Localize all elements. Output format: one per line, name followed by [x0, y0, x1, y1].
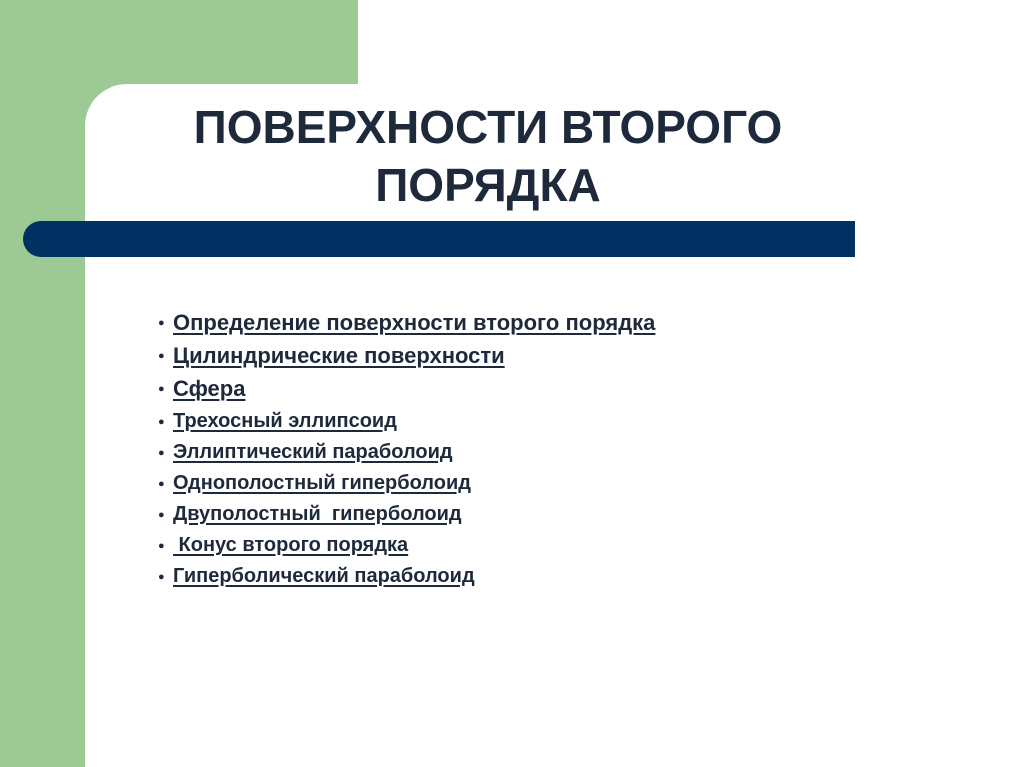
topic-link-elliptic-paraboloid[interactable]: Эллиптический параболоид — [173, 441, 453, 463]
topic-link-triaxial-ellipsoid[interactable]: Трехосный эллипсоид — [173, 410, 397, 432]
topic-link-cylindrical[interactable]: Цилиндрические поверхности — [173, 342, 505, 368]
bullet-icon: ● — [158, 508, 165, 521]
slide-title-line-1: ПОВЕРХНОСТИ ВТОРОГО — [193, 101, 783, 153]
list-item — [158, 306, 655, 339]
topic-list-continued — [158, 406, 475, 592]
bullet-icon: ● — [158, 316, 165, 329]
bullet-icon: ● — [158, 415, 165, 428]
list-item — [158, 561, 475, 592]
list-item — [158, 437, 475, 468]
list-item — [158, 339, 655, 372]
slide-title-line-2: ПОРЯДКА — [375, 159, 601, 211]
topic-list — [158, 306, 655, 405]
topic-link-one-sheet-hyperboloid[interactable]: Однополостный гиперболоид — [173, 472, 471, 494]
topic-link-definition[interactable]: Определение поверхности второго порядка — [173, 309, 656, 335]
bullet-icon: ● — [158, 539, 165, 552]
bullet-icon: ● — [158, 349, 165, 362]
bullet-icon: ● — [158, 446, 165, 459]
bullet-icon: ● — [158, 382, 165, 395]
title-divider-bar — [23, 221, 855, 257]
list-item — [158, 372, 655, 405]
bullet-icon: ● — [158, 477, 165, 490]
list-item — [158, 406, 475, 437]
topic-link-quadric-cone[interactable]: Конус второго порядка — [173, 534, 409, 556]
list-item — [158, 468, 475, 499]
slide-title — [88, 98, 888, 214]
list-item — [158, 530, 475, 561]
topic-link-hyperbolic-paraboloid[interactable]: Гиперболический параболоид — [173, 565, 475, 587]
topic-link-two-sheet-hyperboloid[interactable]: Двуполостный гиперболоид — [173, 503, 462, 525]
list-item — [158, 499, 475, 530]
topic-link-sphere[interactable]: Сфера — [173, 375, 246, 401]
bullet-icon: ● — [158, 570, 165, 583]
